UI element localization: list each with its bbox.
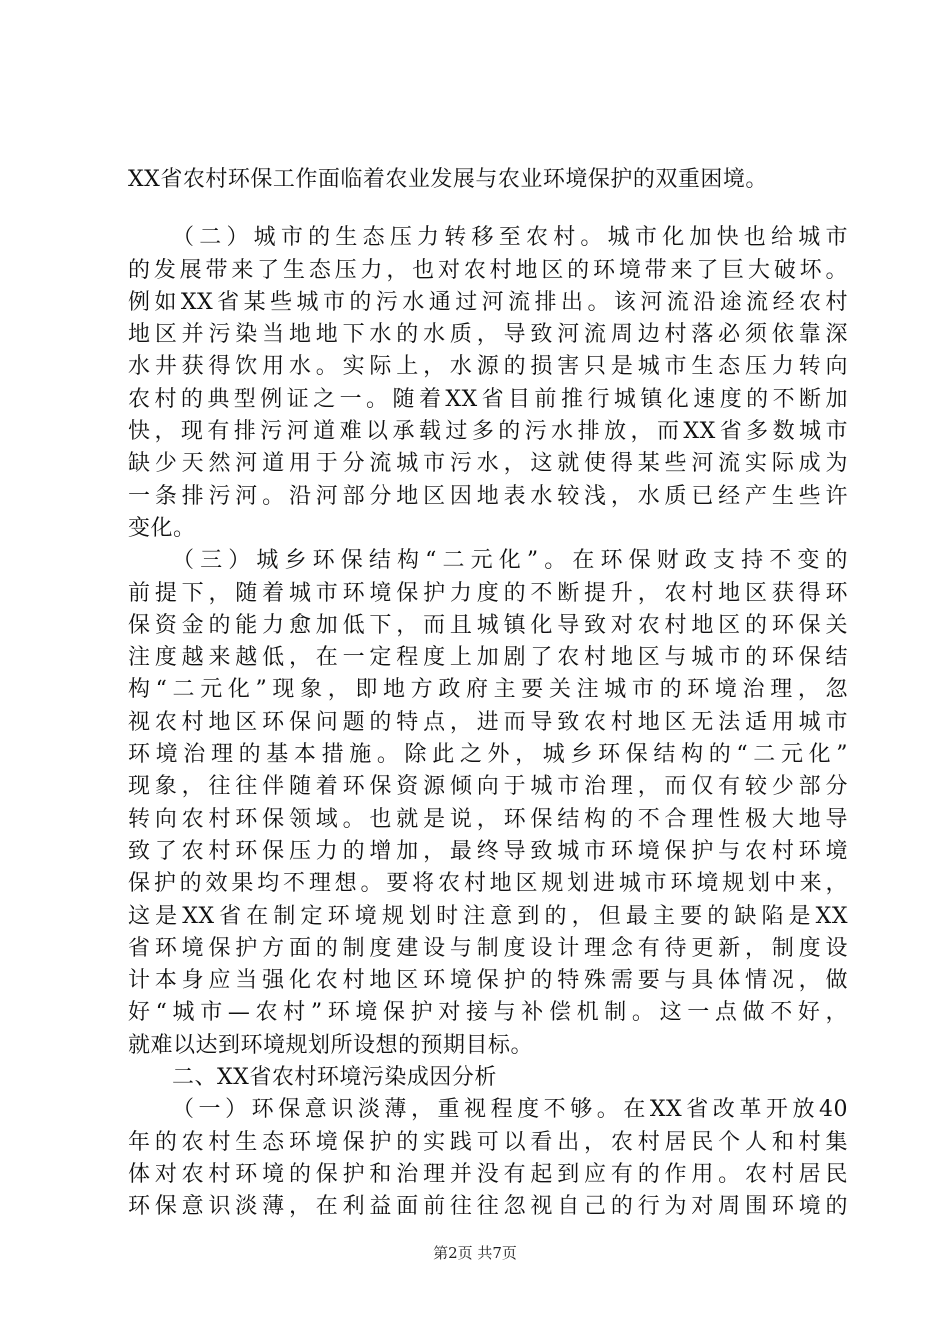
text-line: 前提下，随着城市环境保护力度的不断提升，农村地区获得环 — [128, 580, 848, 606]
text-line: 体对农村环境的保护和治理并没有起到应有的作用。农村居民 — [128, 1161, 848, 1187]
text-line: 构“二元化”现象，即地方政府主要关注城市的环境治理，忽 — [128, 677, 848, 703]
text-line: 快，现有排污河道难以承载过多的污水排放，而XX省多数城市 — [128, 419, 848, 445]
text-line: 环保意识淡薄，在利益面前往往忽视自己的行为对周围环境的 — [128, 1194, 848, 1220]
text-line: 转向农村环保领域。也就是说，环保结构的不合理性极大地导 — [128, 806, 848, 832]
text-line: 视农村地区环保问题的特点，进而导致农村地区无法适用城市 — [128, 709, 848, 735]
text-line: 好“城市—农村”环境保护对接与补偿机制。这一点做不好， — [128, 1000, 848, 1026]
text-line: 变化。 — [128, 515, 196, 541]
text-line: （三）城乡环保结构“二元化”。在环保财政支持不变的 — [172, 548, 848, 574]
text-line: 缺少天然河道用于分流城市污水，这就使得某些河流实际成为 — [128, 451, 848, 477]
text-line: 保护的效果均不理想。要将农村地区规划进城市环境规划中来， — [128, 871, 848, 897]
text-line: 的发展带来了生态压力，也对农村地区的环境带来了巨大破坏。 — [128, 257, 848, 283]
text-line: 就难以达到环境规划所设想的预期目标。 — [128, 1032, 534, 1058]
text-line: 环境治理的基本措施。除此之外，城乡环保结构的“二元化” — [128, 742, 848, 768]
text-line: （二）城市的生态压力转移至农村。城市化加快也给城市 — [172, 225, 848, 251]
paragraph-gap — [128, 196, 848, 222]
text-line: XX省农村环保工作面临着农业发展与农业环境保护的双重困境。 — [128, 167, 768, 192]
text-line: 一条排污河。沿河部分地区因地表水较浅，水质已经产生些许 — [128, 483, 848, 509]
text-line: （一）环保意识淡薄，重视程度不够。在XX省改革开放40 — [172, 1097, 848, 1123]
text-line: 二、XX省农村环境污染成因分析 — [172, 1065, 497, 1091]
text-line: 计本身应当强化农村地区环境保护的特殊需要与具体情况，做 — [128, 968, 848, 994]
text-line: 省环境保护方面的制度建设与制度设计理念有待更新，制度设 — [128, 935, 848, 961]
text-line: 注度越来越低，在一定程度上加剧了农村地区与城市的环保结 — [128, 645, 848, 671]
text-line: 致了农村环保压力的增加，最终导致城市环境保护与农村环境 — [128, 838, 848, 864]
text-line: 现象，往往伴随着环保资源倾向于城市治理，而仅有较少部分 — [128, 774, 848, 800]
text-line: 水井获得饮用水。实际上，水源的损害只是城市生态压力转向 — [128, 354, 848, 380]
text-line: 这是XX省在制定环境规划时注意到的，但最主要的缺陷是XX — [128, 903, 848, 929]
text-line: 例如XX省某些城市的污水通过河流排出。该河流沿途流经农村 — [128, 289, 848, 315]
text-line: 年的农村生态环境保护的实践可以看出，农村居民个人和村集 — [128, 1129, 848, 1155]
page-footer: 第2页 共7页 — [433, 1244, 517, 1262]
document-body — [128, 164, 848, 1224]
text-line: 地区并污染当地地下水的水质，导致河流周边村落必须依靠深 — [128, 322, 848, 348]
text-line: 农村的典型例证之一。随着XX省目前推行城镇化速度的不断加 — [128, 386, 848, 412]
text-line: 保资金的能力愈加低下，而且城镇化导致对农村地区的环保关 — [128, 612, 848, 638]
